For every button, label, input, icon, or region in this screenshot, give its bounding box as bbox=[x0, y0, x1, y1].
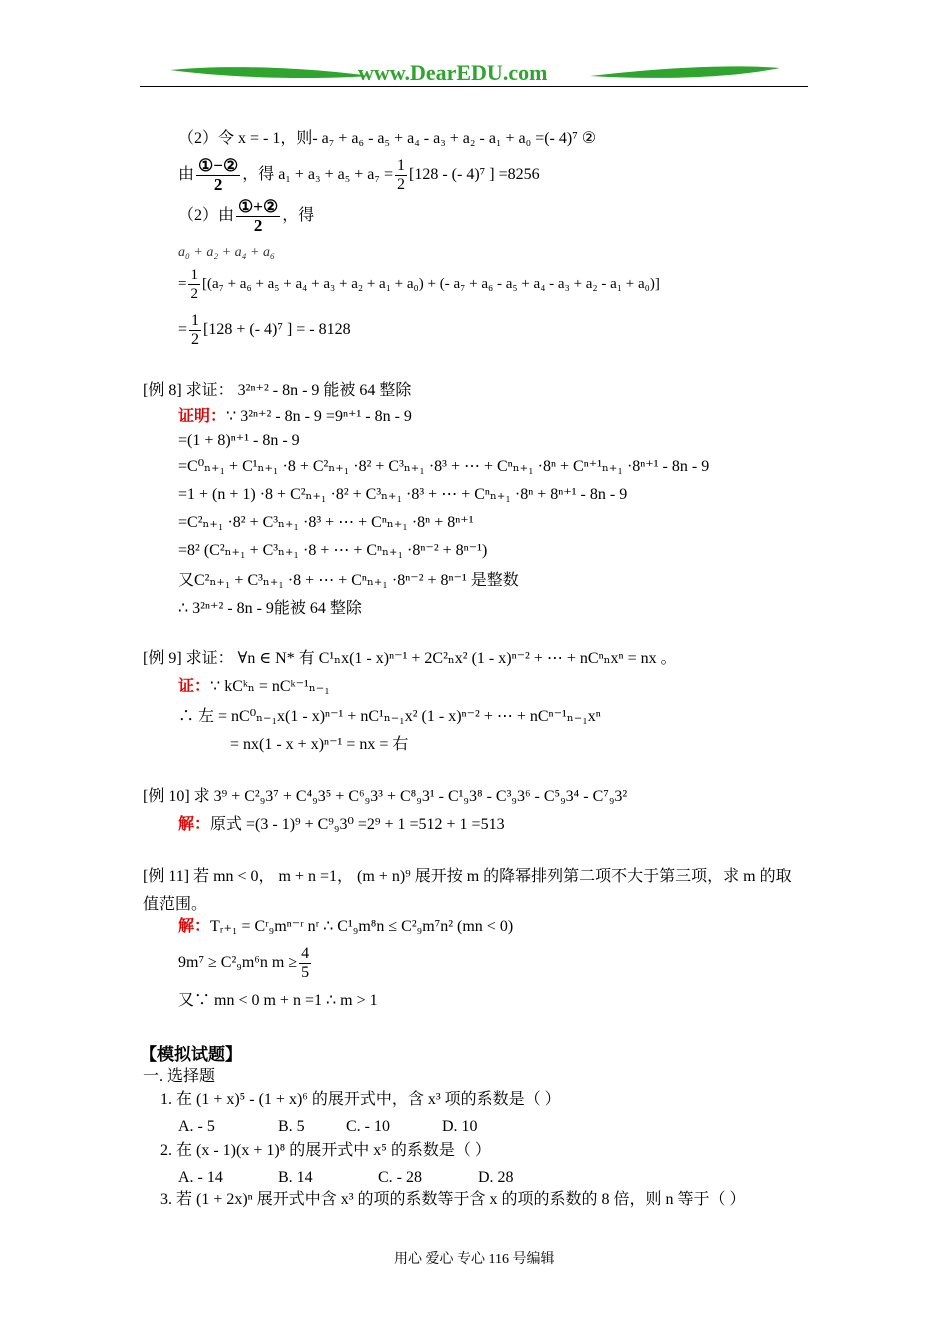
question-3: 3. 若 (1 + 2x)ⁿ 展开式中含 x³ 的项的系数等于含 x 的项的系数的 8 倍，则 n 等于（ ） bbox=[160, 1191, 746, 1208]
ex8-title: [例 8] 求证： 3²ⁿ⁺² - 8n - 9 能被 64 整除 bbox=[143, 382, 412, 399]
part2-line2-tail: [128 - (- 4)⁷ ] =8256 bbox=[409, 166, 540, 184]
part2-line2 bbox=[178, 157, 540, 194]
ex9-proof-line0 bbox=[178, 676, 330, 698]
ex8-line: =1 + (n + 1) ·8 + C²ₙ₊₁ ·8² + C³ₙ₊₁ ·8³ + ⋯ + Cⁿₙ₊₁ ·8ⁿ + 8ⁿ⁺¹ - 8n - 9 bbox=[178, 486, 628, 503]
option-c[interactable]: C. - 10 bbox=[346, 1118, 390, 1135]
option-b[interactable]: B. 14 bbox=[278, 1169, 313, 1186]
half-num: 1 bbox=[191, 312, 200, 329]
part2-line2-prefix: 由 bbox=[178, 166, 195, 184]
page-footer: 用心 爱心 专心 116 号编辑 bbox=[394, 1252, 555, 1267]
question-2: 2. 在 (x - 1)(x + 1)⁸ 的展开式中 x⁵ 的系数是（ ） bbox=[160, 1142, 491, 1159]
solution-label: 解： bbox=[178, 918, 211, 935]
ex9-title: [例 9] 求证： ∀n ∈ N* 有 C¹ₙx(1 - x)ⁿ⁻¹ + 2C²ₙx² (1 - x)ⁿ⁻² + ⋯ + nCⁿₙxⁿ = nx 。 bbox=[143, 650, 677, 667]
ex11-line: Tᵣ₊₁ = Cʳ₉mⁿ⁻ʳ nʳ ∴ C¹₉m⁸n ≤ C²₉m⁷n² (mn < 0) bbox=[210, 918, 514, 935]
option-b[interactable]: B. 5 bbox=[278, 1118, 305, 1135]
frac-den: 5 bbox=[301, 964, 310, 981]
ex11-title-line1: [例 11] 若 mn < 0， m + n =1， (m + n)⁹ 展开按 m 的降幂排列第二项不大于第三项，求 m 的取 bbox=[143, 868, 792, 885]
ex10-title: [例 10] 求 3⁹ + C²₉3⁷ + C⁴₉3⁵ + C⁶₉3³ + C⁸₉3¹ - C¹₉3⁸ - C³₉3⁶ - C⁵₉3⁴ - C⁷₉3² bbox=[143, 788, 628, 805]
ex8-line: =C²ₙ₊₁ ·8² + C³ₙ₊₁ ·8³ + ⋯ + Cⁿₙ₊₁ ·8ⁿ + 8ⁿ⁺¹ bbox=[178, 514, 474, 531]
proof-label: 证明： bbox=[178, 408, 227, 425]
part2-line1: （2）令 x = - 1，则- a₇ + a₆ - a₅ + a₄ - a₃ + a₂ - a₁ + a₀ =(- 4)⁷ ② bbox=[178, 130, 597, 147]
ex9-line: ∵ kCᵏₙ = nCᵏ⁻¹ₙ₋₁ bbox=[210, 678, 330, 695]
solution-label: 解： bbox=[178, 816, 211, 833]
ex11-line3: 又∵ mn < 0 m + n =1 ∴ m > 1 bbox=[178, 992, 378, 1009]
half-den: 2 bbox=[191, 331, 200, 348]
frac-num: 4 bbox=[301, 945, 310, 962]
part2-line3 bbox=[178, 198, 314, 235]
half-den: 2 bbox=[397, 176, 406, 193]
ex11-solution-line1 bbox=[178, 916, 513, 938]
ex8-line: =(1 + 8)ⁿ⁺¹ - 8n - 9 bbox=[178, 432, 300, 449]
option-d[interactable]: D. 28 bbox=[478, 1169, 514, 1186]
ex10-sol-text: 原式 =(3 - 1)⁹ + C⁹₉3⁰ =2⁹ + 1 =512 + 1 =513 bbox=[210, 816, 505, 833]
ex8-line: 又C²ₙ₊₁ + C³ₙ₊₁ ·8 + ⋯ + Cⁿₙ₊₁ ·8ⁿ⁻² + 8ⁿ⁻¹ 是整数 bbox=[178, 572, 519, 589]
option-a[interactable]: A. - 14 bbox=[178, 1169, 223, 1186]
circled-fraction bbox=[196, 157, 240, 194]
mock-section: 一. 选择题 bbox=[143, 1068, 216, 1085]
option-d[interactable]: D. 10 bbox=[442, 1118, 478, 1135]
header-rule bbox=[140, 86, 808, 87]
frac-num: ①−② bbox=[198, 156, 239, 175]
option-c[interactable]: C. - 28 bbox=[378, 1169, 422, 1186]
eq-sign: = bbox=[178, 321, 188, 339]
part2-line3-prefix: （2）由 bbox=[178, 207, 235, 225]
site-logo-text[interactable]: www.DearEDU.com bbox=[358, 60, 548, 85]
ex8-line: =C⁰ₙ₊₁ + C¹ₙ₊₁ ·8 + C²ₙ₊₁ ·8² + C³ₙ₊₁ ·8³ + ⋯ + Cⁿₙ₊₁ ·8ⁿ + Cⁿ⁺¹ₙ₊₁ ·8ⁿ⁺¹ - 8n - 9 bbox=[178, 458, 710, 475]
ex11-line2-prefix: 9m⁷ ≥ C²₉m⁶n m ≥ bbox=[178, 954, 298, 972]
ex8-line: ∵ 3²ⁿ⁺² - 8n - 9 =9ⁿ⁺¹ - 8n - 9 bbox=[226, 408, 412, 425]
ex8-line: =8² (C²ₙ₊₁ + C³ₙ₊₁ ·8 + ⋯ + Cⁿₙ₊₁ ·8ⁿ⁻² + 8ⁿ⁻¹) bbox=[178, 542, 488, 559]
part2-line5 bbox=[178, 266, 660, 303]
frac-den: 2 bbox=[213, 175, 223, 194]
half-num: 1 bbox=[397, 157, 406, 174]
option-a[interactable]: A. - 5 bbox=[178, 1118, 215, 1135]
ex9-line: = nx(1 - x + x)ⁿ⁻¹ = nx = 右 bbox=[230, 736, 409, 753]
header-banner bbox=[140, 58, 808, 90]
proof-label: 证： bbox=[178, 678, 211, 695]
question-1: 1. 在 (1 + x)⁵ - (1 + x)⁶ 的展开式中，含 x³ 项的系数是（ ） bbox=[160, 1091, 561, 1108]
part2-line3-tail: ，得 bbox=[282, 207, 315, 225]
ex9-line: ∴ 左 = nC⁰ₙ₋₁x(1 - x)ⁿ⁻¹ + nC¹ₙ₋₁x² (1 - x)ⁿ⁻² + ⋯ + nCⁿ⁻¹ₙ₋₁xⁿ bbox=[178, 708, 601, 725]
ex11-title-line2: 值范围。 bbox=[143, 896, 208, 913]
q1-options bbox=[178, 1116, 478, 1138]
frac-num: ①+② bbox=[238, 197, 279, 216]
ex10-solution bbox=[178, 814, 505, 836]
part2-line6-tail: [128 + (- 4)⁷ ] = - 8128 bbox=[203, 321, 351, 339]
ex8-proof-line0 bbox=[178, 406, 412, 428]
part2-line2-mid: ，得 a₁ + a₃ + a₅ + a₇ = bbox=[242, 166, 394, 184]
eq-sign: = bbox=[178, 275, 187, 292]
ex11-solution-line2 bbox=[178, 945, 313, 982]
part2-line5-tail: [(a₇ + a₆ + a₅ + a₄ + a₃ + a₂ + a₁ + a₀) + (- a₇ + a₆ - a₅ + a₄ - a₃ + a₂ - a₁ + a₀)] bbox=[201, 275, 660, 292]
mock-heading: 【模拟试题】 bbox=[140, 1045, 242, 1064]
half-num: 1 bbox=[190, 267, 198, 283]
half-den: 2 bbox=[190, 286, 198, 302]
ex8-line: ∴ 3²ⁿ⁺² - 8n - 9能被 64 整除 bbox=[178, 600, 362, 617]
part2-line6 bbox=[178, 312, 351, 349]
q2-options bbox=[178, 1167, 514, 1189]
part2-line4: a₀ + a₂ + a₄ + a₆ bbox=[178, 245, 275, 260]
frac-den: 2 bbox=[253, 216, 263, 235]
